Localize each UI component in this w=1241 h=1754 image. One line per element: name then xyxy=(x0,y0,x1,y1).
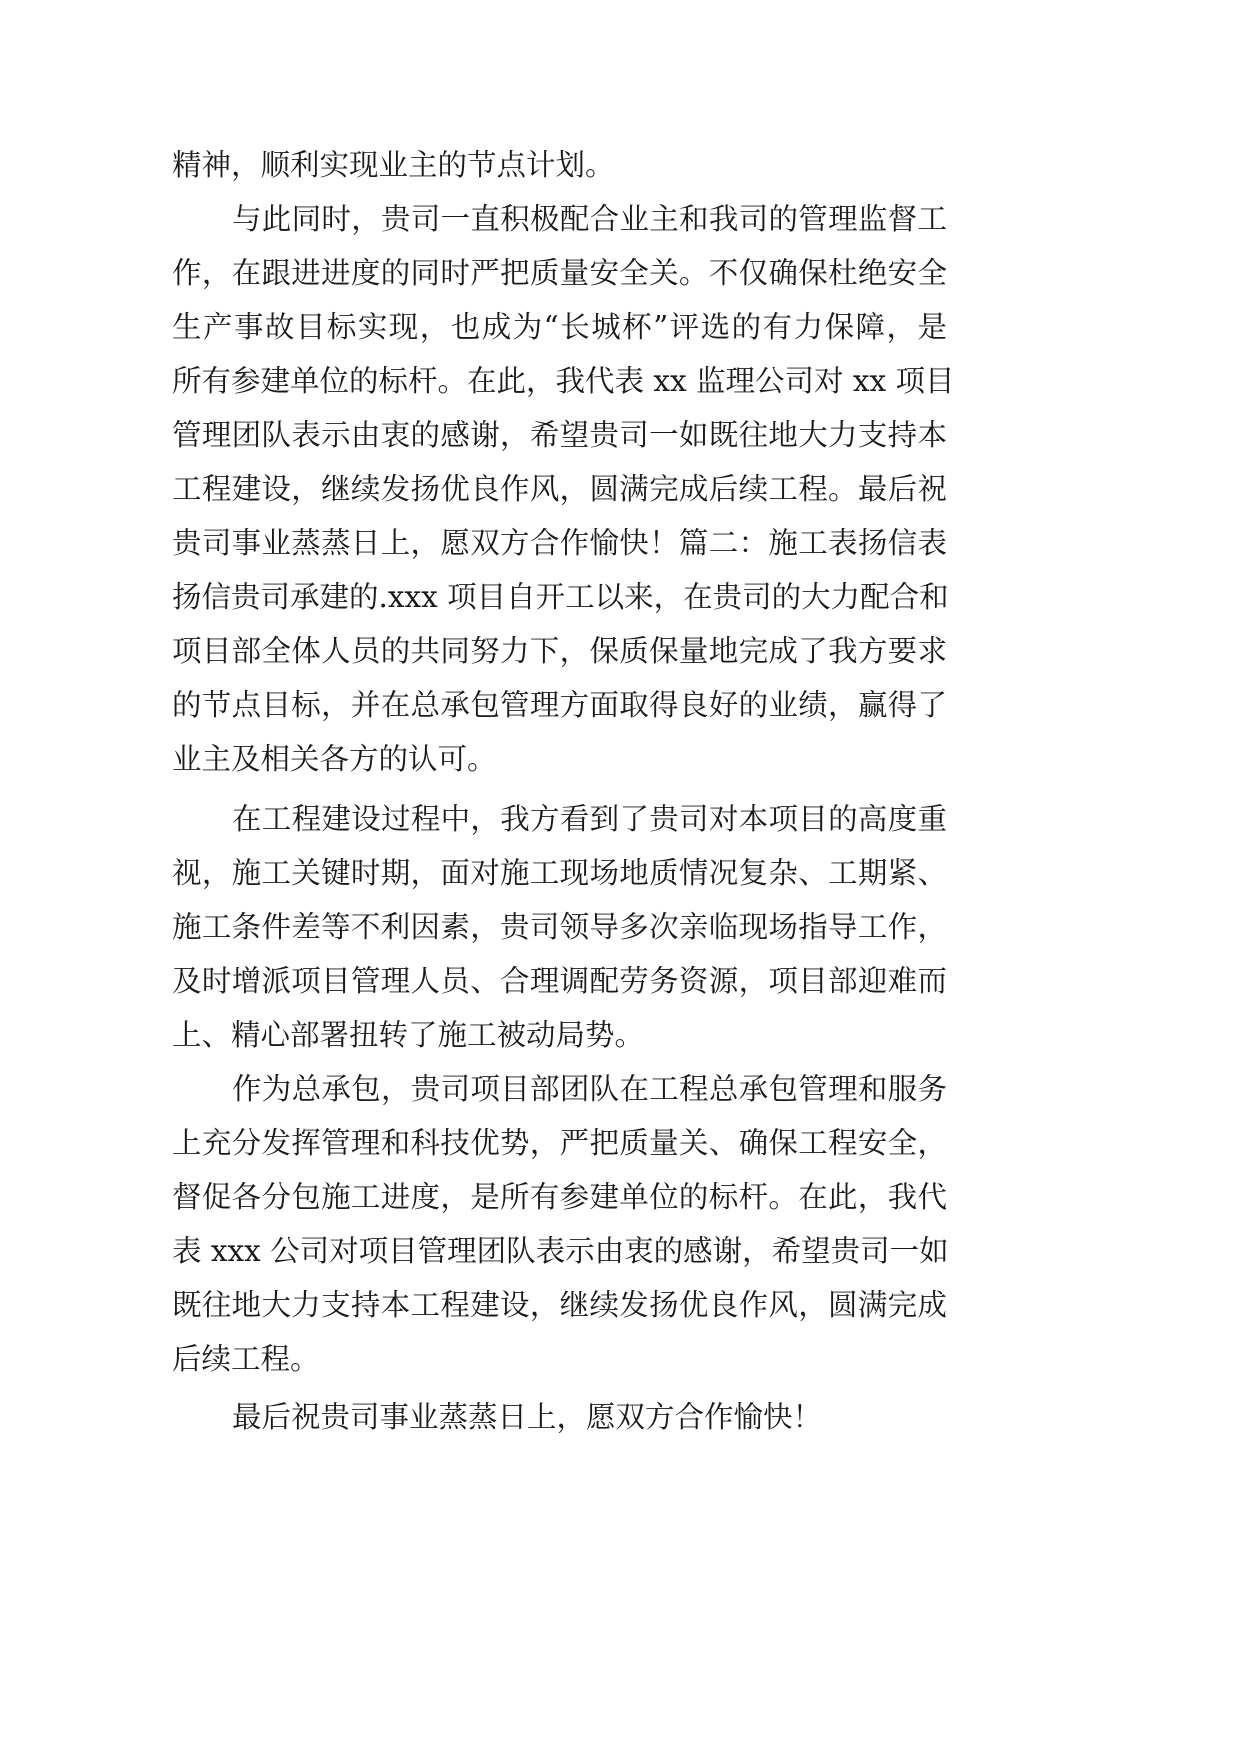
paragraph-line: 及时增派项目管理人员、合理调配劳务资源，项目部迎难而 xyxy=(172,964,947,998)
paragraph-line: 作为总承包，贵司项目部团队在工程总承包管理和服务 xyxy=(232,1072,947,1106)
paragraph-line: 贵司事业蒸蒸日上，愿双方合作愉快！篇二：施工表扬信表 xyxy=(172,526,947,560)
paragraph-line: 的节点目标，并在总承包管理方面取得良好的业绩，赢得了 xyxy=(172,688,947,722)
paragraph-line: 上充分发挥管理和科技优势，严把质量关、确保工程安全， xyxy=(172,1126,947,1160)
paragraph-line: 项目部全体人员的共同努力下，保质保量地完成了我方要求 xyxy=(172,634,947,668)
paragraph-line: 精神，顺利实现业主的节点计划。 xyxy=(172,148,615,182)
paragraph-line: 施工条件差等不利因素，贵司领导多次亲临现场指导工作， xyxy=(172,910,947,944)
paragraph-line: 作，在跟进进度的同时严把质量安全关。不仅确保杜绝安全 xyxy=(172,256,947,290)
paragraph-line: 与此同时，贵司一直积极配合业主和我司的管理监督工 xyxy=(232,202,947,236)
paragraph-line: 视，施工关键时期，面对施工现场地质情况复杂、工期紧、 xyxy=(172,856,947,890)
paragraph-line: 所有参建单位的标杆。在此，我代表 xx 监理公司对 xx 项目 xyxy=(172,364,955,398)
paragraph-line: 扬信贵司承建的.xxx 项目自开工以来，在贵司的大力配合和 xyxy=(172,580,949,614)
paragraph-line: 在工程建设过程中，我方看到了贵司对本项目的高度重 xyxy=(232,802,947,836)
paragraph-line: 督促各分包施工进度，是所有参建单位的标杆。在此，我代 xyxy=(172,1180,947,1214)
paragraph-line: 最后祝贵司事业蒸蒸日上，愿双方合作愉快！ xyxy=(232,1400,823,1434)
paragraph-line: 业主及相关各方的认可。 xyxy=(172,742,497,776)
paragraph-line: 表 xxx 公司对项目管理团队表示由衷的感谢，希望贵司一如 xyxy=(172,1234,949,1268)
paragraph-line: 工程建设，继续发扬优良作风，圆满完成后续工程。最后祝 xyxy=(172,472,947,506)
paragraph-line: 上、精心部署扭转了施工被动局势。 xyxy=(172,1018,645,1052)
paragraph-line: 管理团队表示由衷的感谢，希望贵司一如既往地大力支持本 xyxy=(172,418,947,452)
paragraph-line: 后续工程。 xyxy=(172,1342,320,1376)
paragraph-line: 既往地大力支持本工程建设，继续发扬优良作风，圆满完成 xyxy=(172,1288,947,1322)
paragraph-line: 生产事故目标实现，也成为“长城杯”评选的有力保障，是 xyxy=(172,310,947,344)
